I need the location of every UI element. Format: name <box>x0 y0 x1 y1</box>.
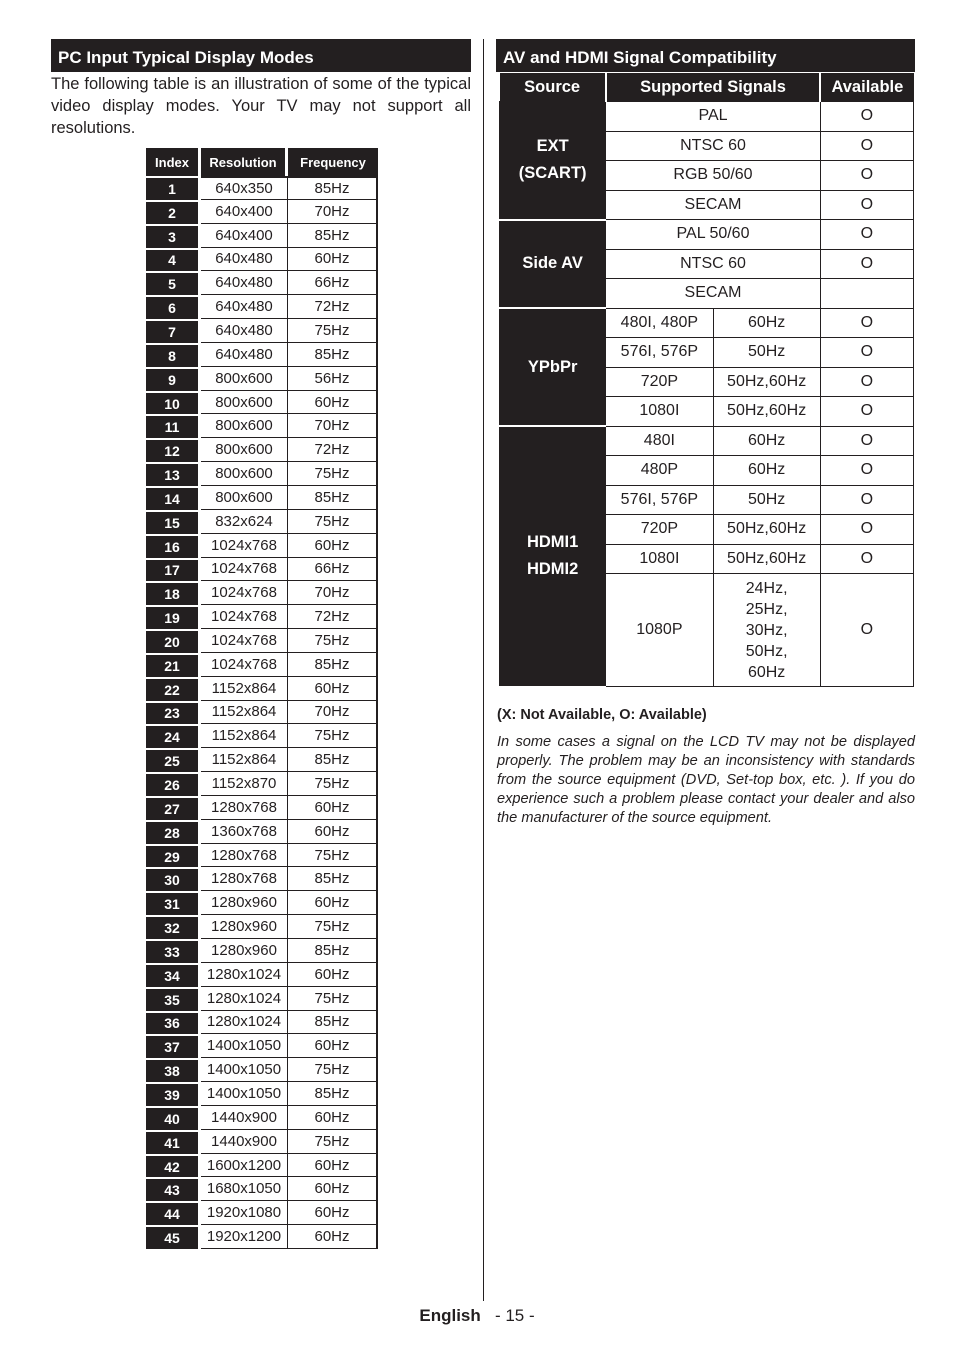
row-index: 4 <box>146 248 198 272</box>
row-resolution: 1152x870 <box>201 772 288 796</box>
row-resolution: 1024x768 <box>201 629 288 653</box>
signal-cell: 1080P <box>606 574 713 687</box>
row-frequency: 75Hz <box>288 915 378 939</box>
table-row <box>146 987 378 1011</box>
row-resolution: 1280x768 <box>201 867 288 891</box>
row-resolution: 800x600 <box>201 414 288 438</box>
table-row <box>146 915 378 939</box>
row-frequency: 85Hz <box>288 1011 378 1035</box>
table-row <box>146 295 378 319</box>
signal-cell: 1080I <box>606 397 713 427</box>
row-resolution: 1280x1024 <box>201 987 288 1011</box>
table-row <box>146 486 378 510</box>
row-resolution: 1152x864 <box>201 677 288 701</box>
frequency-cell: 60Hz <box>713 456 820 486</box>
header-available: Available <box>820 73 913 102</box>
table-row <box>146 248 378 272</box>
row-index: 23 <box>146 701 198 725</box>
table-row <box>146 367 378 391</box>
row-resolution: 800x600 <box>201 438 288 462</box>
row-index: 28 <box>146 820 198 844</box>
row-resolution: 832x624 <box>201 510 288 534</box>
row-resolution: 1024x768 <box>201 605 288 629</box>
source-label: HDMI2 <box>526 560 579 579</box>
row-index: 1 <box>146 176 198 200</box>
row-index: 32 <box>146 915 198 939</box>
table-row <box>146 820 378 844</box>
row-index: 6 <box>146 295 198 319</box>
signal-cell: 480I, 480P <box>606 308 713 338</box>
row-index: 2 <box>146 200 198 224</box>
table-row <box>146 844 378 868</box>
row-resolution: 1280x960 <box>201 939 288 963</box>
frequency-cell: 24Hz, 25Hz, 30Hz, 50Hz, 60Hz <box>713 574 820 687</box>
table-row <box>146 224 378 248</box>
table-row <box>146 1106 378 1130</box>
row-frequency: 60Hz <box>288 796 378 820</box>
row-frequency: 75Hz <box>288 1058 378 1082</box>
row-index: 3 <box>146 224 198 248</box>
row-resolution: 1920x1200 <box>201 1225 288 1249</box>
row-frequency: 85Hz <box>288 653 378 677</box>
table-row <box>146 867 378 891</box>
signal-cell: 480I <box>606 426 713 456</box>
row-frequency: 75Hz <box>288 1130 378 1154</box>
available-cell: O <box>820 161 913 191</box>
row-frequency: 72Hz <box>288 605 378 629</box>
table-row <box>146 677 378 701</box>
signal-cell: RGB 50/60 <box>606 161 821 191</box>
frequency-cell: 50Hz <box>713 338 820 368</box>
row-index: 41 <box>146 1130 198 1154</box>
source-cell <box>500 426 606 687</box>
table-row <box>146 391 378 415</box>
table-row <box>146 200 378 224</box>
header-resolution: Resolution <box>201 148 285 176</box>
compatibility-note: In some cases a signal on the LCD TV may not be displayed properly. The problem may be an inconsistency with standards from the source equipment (DVD, Set-top box, etc. ). If you do experience such a problem please contact your dealer and also the manufacturer of the source equipment. <box>497 734 915 826</box>
pc-table-body <box>146 176 378 1249</box>
av-hdmi-table <box>499 73 914 688</box>
table-row <box>146 629 378 653</box>
row-index: 18 <box>146 581 198 605</box>
row-resolution: 1400x1050 <box>201 1082 288 1106</box>
row-resolution: 1280x960 <box>201 915 288 939</box>
row-index: 44 <box>146 1201 198 1225</box>
row-index: 16 <box>146 534 198 558</box>
signal-cell: 576I, 576P <box>606 485 713 515</box>
source-cell <box>500 220 606 309</box>
row-index: 38 <box>146 1058 198 1082</box>
frequency-cell: 60Hz <box>713 308 820 338</box>
signal-cell: 480P <box>606 456 713 486</box>
row-resolution: 1280x1024 <box>201 1011 288 1035</box>
source-label: Side AV <box>522 254 583 273</box>
table-row <box>146 438 378 462</box>
table-row <box>146 796 378 820</box>
row-frequency: 75Hz <box>288 510 378 534</box>
table-row <box>146 1225 378 1249</box>
signal-cell: NTSC 60 <box>606 249 821 279</box>
source-label: HDMI1 <box>526 533 579 552</box>
row-index: 29 <box>146 844 198 868</box>
row-index: 10 <box>146 391 198 415</box>
row-frequency: 60Hz <box>288 391 378 415</box>
row-resolution: 1024x768 <box>201 581 288 605</box>
frequency-cell: 50Hz,60Hz <box>713 544 820 574</box>
row-frequency: 85Hz <box>288 867 378 891</box>
table-row <box>146 1130 378 1154</box>
available-cell: O <box>820 456 913 486</box>
row-index: 33 <box>146 939 198 963</box>
row-frequency: 60Hz <box>288 1225 378 1249</box>
row-frequency: 85Hz <box>288 224 378 248</box>
pc-modes-table <box>146 148 378 1249</box>
row-resolution: 1024x768 <box>201 534 288 558</box>
signal-cell: SECAM <box>606 279 821 309</box>
row-index: 20 <box>146 629 198 653</box>
row-index: 43 <box>146 1177 198 1201</box>
row-index: 45 <box>146 1225 198 1249</box>
row-index: 5 <box>146 271 198 295</box>
row-frequency: 70Hz <box>288 200 378 224</box>
available-cell: O <box>820 220 913 250</box>
frequency-cell: 50Hz,60Hz <box>713 515 820 545</box>
table-row <box>146 653 378 677</box>
row-frequency: 75Hz <box>288 772 378 796</box>
row-index: 22 <box>146 677 198 701</box>
column-divider <box>483 39 484 1301</box>
row-index: 39 <box>146 1082 198 1106</box>
row-index: 27 <box>146 796 198 820</box>
row-frequency: 72Hz <box>288 295 378 319</box>
table-row <box>146 343 378 367</box>
row-frequency: 85Hz <box>288 939 378 963</box>
row-frequency: 56Hz <box>288 367 378 391</box>
table-row <box>500 220 914 250</box>
table-row <box>146 1034 378 1058</box>
row-resolution: 800x600 <box>201 462 288 486</box>
availability-legend: (X: Not Available, O: Available) <box>497 707 707 723</box>
row-frequency: 70Hz <box>288 701 378 725</box>
table-row <box>500 426 914 456</box>
row-resolution: 640x400 <box>201 200 288 224</box>
row-resolution: 800x600 <box>201 391 288 415</box>
row-resolution: 640x480 <box>201 295 288 319</box>
table-row <box>146 1011 378 1035</box>
row-index: 36 <box>146 1011 198 1035</box>
footer-language: English <box>419 1306 481 1325</box>
header-source: Source <box>500 73 606 102</box>
row-index: 42 <box>146 1154 198 1178</box>
row-resolution: 1400x1050 <box>201 1058 288 1082</box>
available-cell: O <box>820 515 913 545</box>
signal-cell: SECAM <box>606 190 821 220</box>
available-cell: O <box>820 397 913 427</box>
signal-cell: PAL <box>606 102 821 132</box>
available-cell: O <box>820 102 913 132</box>
table-row <box>146 939 378 963</box>
frequency-cell: 60Hz <box>713 426 820 456</box>
row-resolution: 1152x864 <box>201 748 288 772</box>
row-frequency: 60Hz <box>288 1034 378 1058</box>
row-resolution: 1440x900 <box>201 1130 288 1154</box>
row-frequency: 75Hz <box>288 987 378 1011</box>
row-frequency: 85Hz <box>288 1082 378 1106</box>
frequency-cell: 50Hz,60Hz <box>713 397 820 427</box>
page-footer <box>0 1306 954 1326</box>
available-cell: O <box>820 544 913 574</box>
row-index: 8 <box>146 343 198 367</box>
row-frequency: 60Hz <box>288 820 378 844</box>
row-resolution: 1280x768 <box>201 796 288 820</box>
row-index: 34 <box>146 963 198 987</box>
row-index: 17 <box>146 558 198 582</box>
row-resolution: 1152x864 <box>201 701 288 725</box>
row-frequency: 85Hz <box>288 486 378 510</box>
table-row <box>146 319 378 343</box>
available-cell: O <box>820 249 913 279</box>
page-number: - 15 - <box>494 1306 535 1325</box>
row-resolution: 640x480 <box>201 319 288 343</box>
header-index: Index <box>146 148 198 176</box>
row-resolution: 640x400 <box>201 224 288 248</box>
row-frequency: 75Hz <box>288 462 378 486</box>
table-row <box>146 1082 378 1106</box>
row-frequency: 75Hz <box>288 724 378 748</box>
table-row <box>146 414 378 438</box>
source-label: EXT <box>536 137 569 156</box>
available-cell: O <box>820 308 913 338</box>
header-supported-signals: Supported Signals <box>606 73 821 102</box>
available-cell: O <box>820 190 913 220</box>
pc-table-header <box>146 148 378 176</box>
row-resolution: 1920x1080 <box>201 1201 288 1225</box>
row-frequency: 60Hz <box>288 677 378 701</box>
source-cell <box>500 308 606 426</box>
row-index: 11 <box>146 414 198 438</box>
row-index: 7 <box>146 319 198 343</box>
row-index: 13 <box>146 462 198 486</box>
table-row <box>146 772 378 796</box>
table-row <box>146 963 378 987</box>
row-index: 37 <box>146 1034 198 1058</box>
row-frequency: 66Hz <box>288 558 378 582</box>
table-row <box>146 271 378 295</box>
row-resolution: 1680x1050 <box>201 1177 288 1201</box>
row-index: 15 <box>146 510 198 534</box>
row-frequency: 60Hz <box>288 534 378 558</box>
row-index: 25 <box>146 748 198 772</box>
row-resolution: 1440x900 <box>201 1106 288 1130</box>
row-frequency: 60Hz <box>288 248 378 272</box>
signal-cell: 1080I <box>606 544 713 574</box>
row-frequency: 75Hz <box>288 844 378 868</box>
row-frequency: 60Hz <box>288 963 378 987</box>
row-index: 9 <box>146 367 198 391</box>
av-table-body <box>500 102 914 687</box>
table-row <box>500 308 914 338</box>
row-resolution: 1280x960 <box>201 891 288 915</box>
table-row <box>146 534 378 558</box>
av-hdmi-title: AV and HDMI Signal Compatibility <box>496 39 915 72</box>
row-frequency: 60Hz <box>288 891 378 915</box>
available-cell: O <box>820 338 913 368</box>
source-label: (SCART) <box>518 164 587 183</box>
row-resolution: 1360x768 <box>201 820 288 844</box>
row-index: 24 <box>146 724 198 748</box>
signal-cell: NTSC 60 <box>606 131 821 161</box>
row-frequency: 60Hz <box>288 1106 378 1130</box>
header-frequency: Frequency <box>288 148 378 176</box>
row-index: 14 <box>146 486 198 510</box>
available-cell: O <box>820 574 913 687</box>
source-label: YPbPr <box>527 357 578 376</box>
row-resolution: 640x480 <box>201 343 288 367</box>
table-row <box>146 724 378 748</box>
table-row <box>146 510 378 534</box>
table-row <box>146 558 378 582</box>
row-resolution: 1152x864 <box>201 724 288 748</box>
table-row <box>146 701 378 725</box>
row-frequency: 85Hz <box>288 748 378 772</box>
row-index: 40 <box>146 1106 198 1130</box>
signal-cell: 720P <box>606 367 713 397</box>
row-frequency: 60Hz <box>288 1154 378 1178</box>
row-index: 35 <box>146 987 198 1011</box>
row-index: 12 <box>146 438 198 462</box>
table-row <box>146 748 378 772</box>
row-resolution: 1600x1200 <box>201 1154 288 1178</box>
row-resolution: 800x600 <box>201 486 288 510</box>
table-row <box>146 891 378 915</box>
row-frequency: 70Hz <box>288 414 378 438</box>
row-index: 26 <box>146 772 198 796</box>
row-index: 30 <box>146 867 198 891</box>
row-resolution: 1400x1050 <box>201 1034 288 1058</box>
frequency-cell: 50Hz <box>713 485 820 515</box>
table-row <box>146 1201 378 1225</box>
table-row <box>146 581 378 605</box>
row-frequency: 75Hz <box>288 319 378 343</box>
available-cell: O <box>820 131 913 161</box>
row-frequency: 72Hz <box>288 438 378 462</box>
table-row <box>146 1177 378 1201</box>
row-frequency: 60Hz <box>288 1201 378 1225</box>
table-row <box>146 1154 378 1178</box>
table-row <box>146 462 378 486</box>
row-index: 31 <box>146 891 198 915</box>
row-resolution: 1024x768 <box>201 653 288 677</box>
row-resolution: 640x350 <box>201 176 288 200</box>
row-resolution: 800x600 <box>201 367 288 391</box>
available-cell <box>820 279 913 309</box>
available-cell: O <box>820 367 913 397</box>
table-row <box>146 176 378 200</box>
row-frequency: 66Hz <box>288 271 378 295</box>
row-resolution: 1280x768 <box>201 844 288 868</box>
row-frequency: 60Hz <box>288 1177 378 1201</box>
row-frequency: 70Hz <box>288 581 378 605</box>
row-resolution: 1024x768 <box>201 558 288 582</box>
frequency-cell: 50Hz,60Hz <box>713 367 820 397</box>
signal-cell: 720P <box>606 515 713 545</box>
row-frequency: 85Hz <box>288 176 378 200</box>
available-cell: O <box>820 485 913 515</box>
source-cell <box>500 102 606 220</box>
table-row <box>146 1058 378 1082</box>
available-cell: O <box>820 426 913 456</box>
row-resolution: 640x480 <box>201 271 288 295</box>
pc-modes-title: PC Input Typical Display Modes <box>51 39 471 72</box>
signal-cell: 576I, 576P <box>606 338 713 368</box>
table-row <box>146 605 378 629</box>
av-table-header <box>500 73 914 102</box>
row-index: 19 <box>146 605 198 629</box>
signal-cell: PAL 50/60 <box>606 220 821 250</box>
row-frequency: 85Hz <box>288 343 378 367</box>
row-resolution: 640x480 <box>201 248 288 272</box>
pc-modes-intro: The following table is an illustration of some of the typical video display modes. Your TV may not support all resolutions. <box>51 75 471 137</box>
table-row <box>500 102 914 132</box>
row-index: 21 <box>146 653 198 677</box>
row-resolution: 1280x1024 <box>201 963 288 987</box>
row-frequency: 75Hz <box>288 629 378 653</box>
